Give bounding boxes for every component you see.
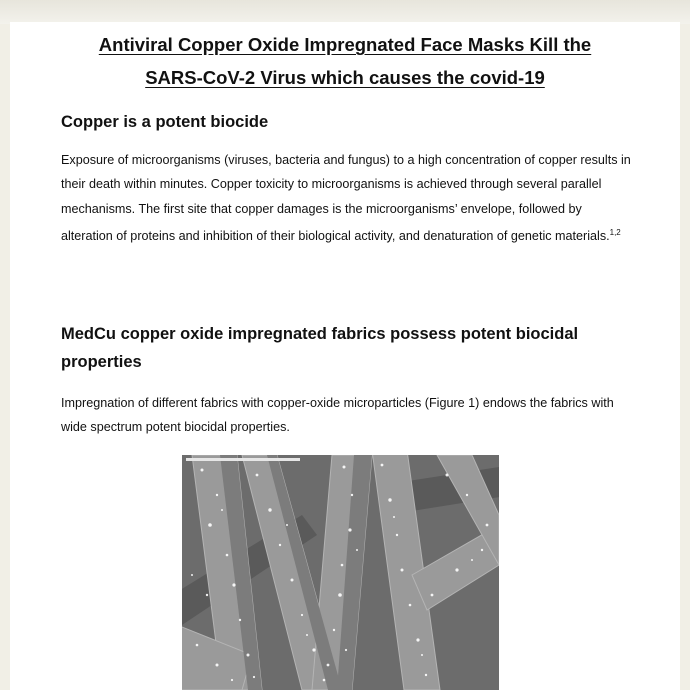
sem-fiber-micrograph bbox=[182, 455, 499, 690]
section-heading-medcu-fabrics: MedCu copper oxide impregnated fabrics possess potent biocidal properties bbox=[61, 325, 579, 371]
document-page bbox=[10, 22, 680, 690]
section-paragraph-medcu-fabrics: Impregnation of different fabrics with copper-oxide microparticles (Figure 1) endows the fabrics with wide spectrum potent biocidal properties. bbox=[61, 396, 614, 435]
viewer-top-bar bbox=[0, 0, 690, 24]
paragraph-text: Exposure of microorganisms (viruses, bacteria and fungus) to a high concentration of copper results in their death within minutes. Copper toxicity to microorganisms is achieved through several parallel mechanisms. The first site that copper damages is the microorganisms’ envelope, followed by alteration of proteins and inhibition of their biological activity, and denaturation of genetic materials. bbox=[61, 153, 631, 243]
citation-superscript: 1,2 bbox=[609, 227, 621, 237]
section-paragraph-copper-biocide bbox=[61, 148, 636, 248]
document-title-line-1: Antiviral Copper Oxide Impregnated Face Masks Kill the bbox=[98, 34, 592, 55]
microscopy-image-icon bbox=[182, 455, 499, 690]
section-heading-copper-biocide: Copper is a potent biocide bbox=[61, 113, 269, 131]
document-title-line-2: SARS-CoV-2 Virus which causes the covid-19 bbox=[145, 67, 545, 88]
